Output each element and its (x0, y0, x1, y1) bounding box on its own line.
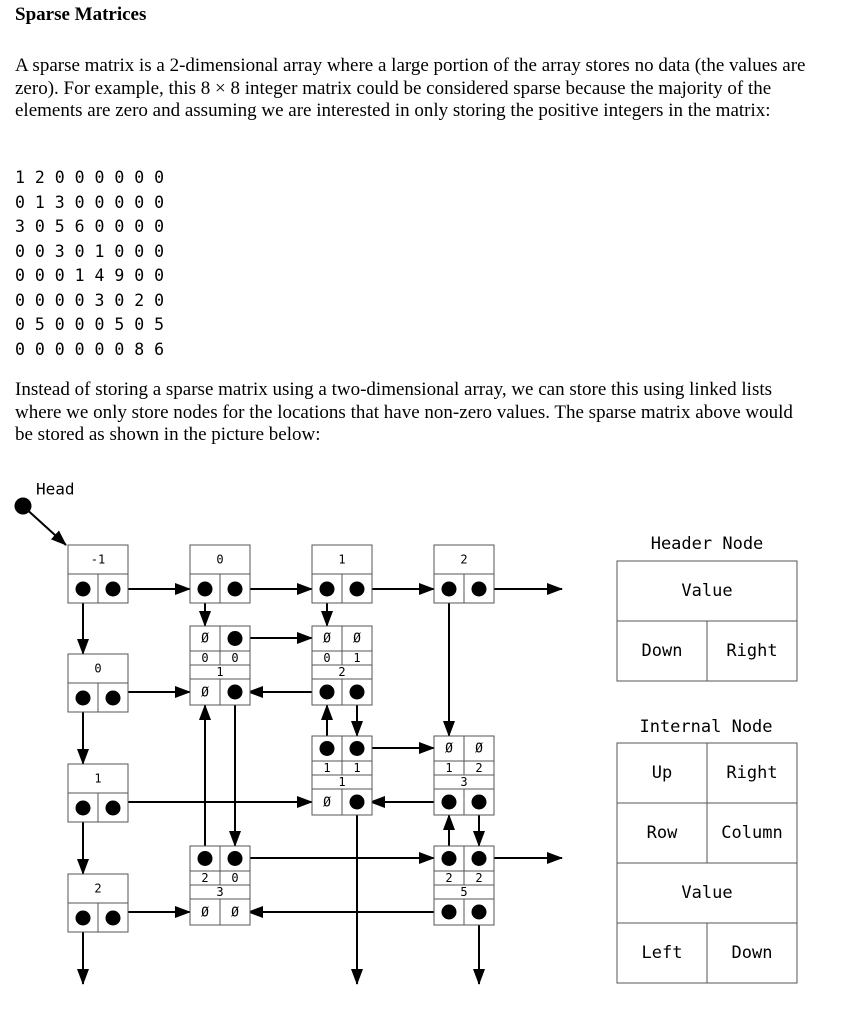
right-pointer-dot (106, 691, 121, 706)
matrix-row: 0 5 0 0 0 5 0 5 (15, 315, 165, 334)
right-pointer-dot (228, 582, 243, 597)
node-row-value: 0 (323, 651, 331, 665)
node-column-value: 0 (231, 651, 239, 665)
right-pointer-dot (106, 582, 121, 597)
matrix-row: 1 2 0 0 0 0 0 0 (15, 168, 165, 187)
legend-up-label: Up (651, 763, 673, 783)
matrix-row: 0 1 3 0 0 0 0 0 (15, 192, 165, 212)
node-column-value: 2 (475, 761, 483, 775)
legend-value-label: Value (681, 581, 733, 601)
up-pointer-dot (198, 851, 213, 866)
down-pointer-dot (320, 582, 335, 597)
column-header-node-label: 1 (338, 552, 346, 567)
matrix-row: 0 0 3 0 1 0 0 0 (15, 241, 165, 261)
matrix-row: 0 0 0 0 0 0 8 6 (15, 339, 165, 359)
right-pointer-dot (350, 582, 365, 597)
legend-left-label: Left (641, 943, 683, 963)
null-right: Ø (475, 741, 483, 757)
right-pointer-dot (472, 851, 487, 866)
column-header-node-label: -1 (90, 552, 106, 567)
down-pointer-dot (472, 905, 487, 920)
node-column-value: 2 (475, 871, 483, 885)
legend-down-label: Down (641, 641, 683, 661)
null-down: Ø (231, 905, 239, 921)
up-pointer-dot (320, 741, 335, 756)
down-pointer-dot (350, 795, 365, 810)
left-pointer-dot (320, 685, 335, 700)
legend-row-label: Row (646, 823, 678, 843)
left-pointer-dot (442, 795, 457, 810)
right-pointer-dot (350, 741, 365, 756)
explanation-paragraph: Instead of storing a sparse matrix using a two-dimensional array, we can store this using linked lists where we only store nodes for the locations that have non-zero values. The sparse matrix above would be stored as shown in the picture below: (15, 379, 793, 445)
legend-right-label: Right (726, 641, 778, 661)
node-row-value: 2 (445, 871, 453, 885)
node-row-value: 1 (445, 761, 453, 775)
legend-right-label: Right (726, 763, 778, 783)
node-column-value: 1 (353, 761, 361, 775)
up-pointer-dot (442, 851, 457, 866)
null-left: Ø (201, 905, 209, 921)
left-pointer-dot (442, 905, 457, 920)
null-left: Ø (323, 795, 331, 811)
matrix-row: 3 0 5 6 0 0 0 0 (15, 217, 165, 236)
node-value: 1 (216, 665, 224, 679)
header-node-legend-title: Header Node (650, 534, 764, 554)
null-left: Ø (201, 685, 209, 701)
column-header-node-label: 0 (216, 552, 224, 567)
page-title: Sparse Matrices (15, 4, 147, 25)
intro-paragraph: A sparse matrix is a 2-dimensional array where a large portion of the array stores no data (the values are zero). For example, this 8 × 8 integer matrix could be considered sparse because the majority of the elements are zero and assuming we are interested in only storing the positive integers in the matrix: (15, 55, 806, 121)
matrix-row: 0 0 0 1 4 9 0 0 (15, 266, 165, 285)
down-pointer-dot (350, 685, 365, 700)
right-pointer-dot (472, 582, 487, 597)
down-pointer-dot (228, 685, 243, 700)
node-row-value: 2 (201, 871, 209, 885)
right-pointer-dot (106, 911, 121, 926)
down-pointer-dot (76, 582, 91, 597)
down-pointer-dot (76, 911, 91, 926)
down-pointer-dot (76, 691, 91, 706)
right-pointer-dot (228, 631, 243, 646)
row-header-node-label: 1 (94, 771, 102, 786)
node-value: 1 (338, 775, 346, 789)
internal-node-legend-title: Internal Node (639, 717, 773, 737)
down-pointer-dot (76, 801, 91, 816)
matrix-row: 0 0 0 0 3 0 2 0 (15, 290, 165, 310)
down-pointer-dot (198, 582, 213, 597)
right-pointer-dot (106, 801, 121, 816)
row-header-node-label: 2 (94, 881, 102, 896)
null-up: Ø (445, 741, 453, 757)
right-pointer-dot (228, 851, 243, 866)
node-column-value: 1 (353, 651, 361, 665)
legend-down-label: Down (731, 943, 773, 963)
column-header-node-label: 2 (460, 552, 468, 567)
node-value: 3 (460, 775, 468, 789)
null-right: Ø (353, 631, 361, 647)
legend-value-label: Value (681, 883, 733, 903)
down-pointer-dot (472, 795, 487, 810)
node-row-value: 0 (201, 651, 209, 665)
null-up: Ø (323, 631, 331, 647)
pointer-arrow (23, 506, 66, 545)
node-value: 5 (460, 885, 468, 899)
node-column-value: 0 (231, 871, 239, 885)
node-value: 2 (338, 665, 346, 679)
legend-column-label: Column (721, 823, 783, 843)
down-pointer-dot (442, 582, 457, 597)
row-header-node-label: 0 (94, 661, 102, 676)
node-value: 3 (216, 885, 224, 899)
node-row-value: 1 (323, 761, 331, 775)
head-label: Head (36, 479, 75, 499)
null-up: Ø (201, 631, 209, 647)
